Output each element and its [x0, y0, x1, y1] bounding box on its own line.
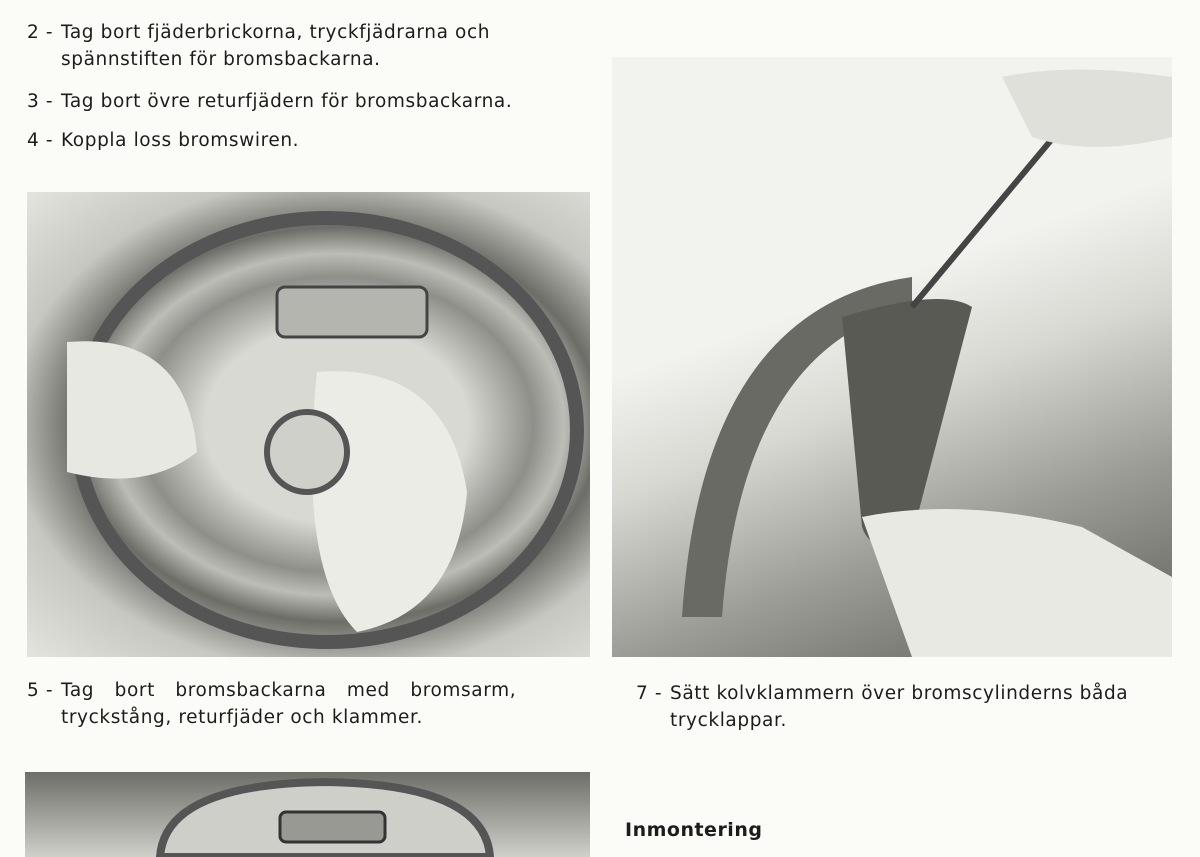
photo-brake-assembly-partial — [25, 772, 590, 857]
photo-brake-shoe-removal — [27, 192, 590, 657]
caption-7: 7 - Sätt kolvklammern över bromscylinderns båda trycklappar. — [636, 683, 1129, 731]
caption-5: 5 - Tag bort bromsbackarna med bromsarm, tryckstång, returfjäder och klammer. — [27, 680, 517, 728]
photo-piston-clamp — [612, 57, 1172, 657]
step-2: 2 - Tag bort fjäderbrickorna, tryckfjädrarna och spännstiften för bromsbackarna. — [27, 22, 491, 70]
step-4: 4 - Koppla loss bromswiren. — [27, 130, 300, 151]
step-3: 3 - Tag bort övre returfjädern för bromsbackarna. — [27, 91, 513, 112]
section-heading: Inmontering — [625, 819, 763, 841]
